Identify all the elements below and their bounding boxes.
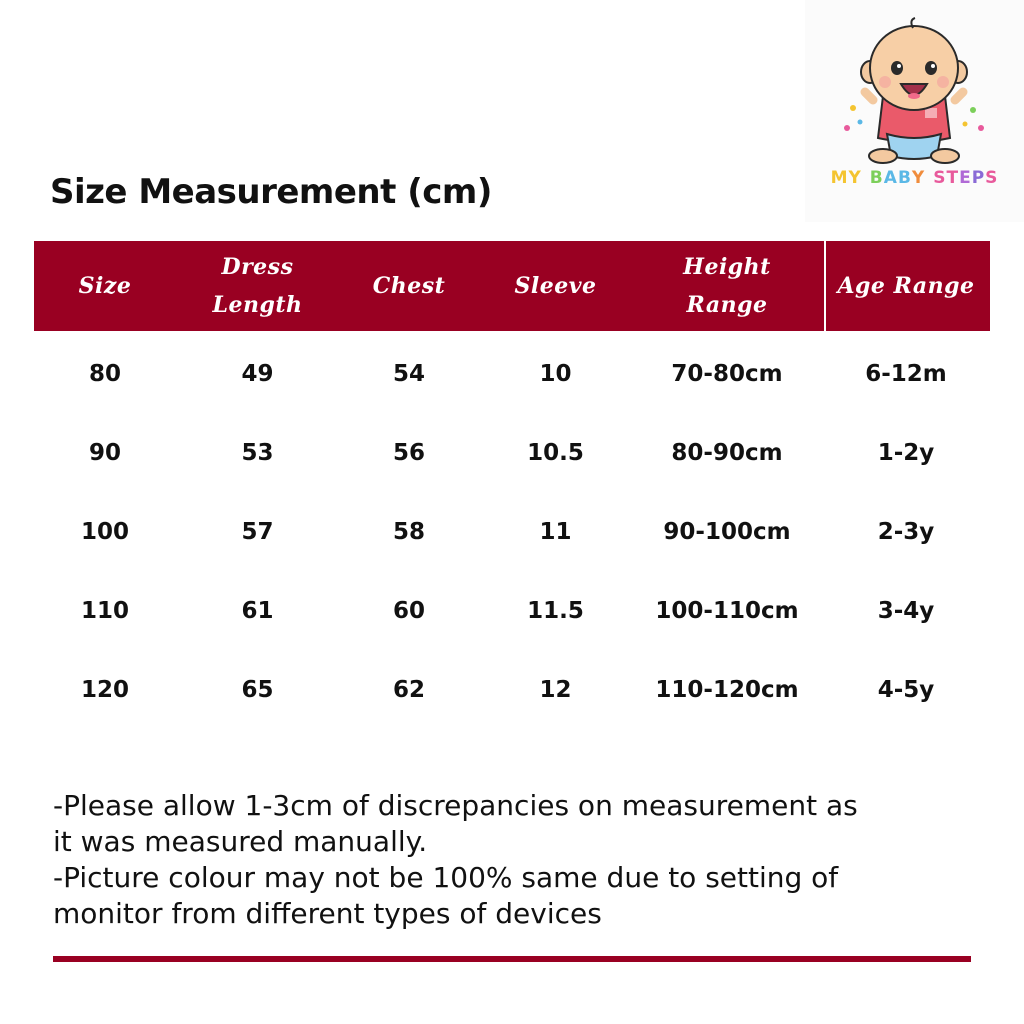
note-line: monitor from different types of devices — [53, 897, 602, 930]
table-cell: 3-4y — [877, 597, 935, 624]
bottom-divider — [53, 956, 971, 962]
table-cell: 65 — [241, 676, 274, 703]
brand-letter: Y — [848, 168, 862, 188]
header-divider — [824, 241, 826, 331]
table-row — [34, 413, 990, 492]
brand-letter: S — [985, 168, 999, 188]
column-header — [34, 241, 176, 331]
table-cell: 11 — [539, 518, 572, 545]
brand-letter: B — [869, 168, 884, 188]
table-cell: 120 — [80, 676, 129, 703]
table-body — [34, 331, 990, 729]
table-cell: 4-5y — [877, 676, 935, 703]
table-cell: 57 — [241, 518, 274, 545]
table-cell: 60 — [392, 597, 425, 624]
brand-letter: T — [946, 168, 960, 188]
brand-letter: P — [971, 168, 986, 188]
table-cell: 80 — [88, 360, 121, 387]
table-cell: 56 — [392, 439, 425, 466]
column-header-label: Dress — [221, 254, 294, 280]
table-cell: 110-120cm — [655, 676, 799, 703]
column-header-label: Sleeve — [514, 273, 597, 299]
table-cell: 12 — [539, 676, 572, 703]
brand-letter: Y — [911, 168, 926, 188]
table-cell: 62 — [392, 676, 425, 703]
page-title: Size Measurement (cm) — [50, 172, 492, 212]
size-table — [34, 241, 990, 729]
table-row — [34, 650, 990, 729]
table-cell: 11.5 — [527, 597, 584, 624]
table-row — [34, 492, 990, 571]
table-cell: 58 — [392, 518, 425, 545]
brand-name — [805, 168, 1024, 188]
column-header-label: Age Range — [837, 273, 975, 299]
table-cell: 10 — [539, 360, 572, 387]
table-cell: 100 — [80, 518, 129, 545]
table-cell: 90-100cm — [663, 518, 791, 545]
note-line: -Picture colour may not be 100% same due to setting of — [53, 861, 839, 894]
column-header-label: Range — [686, 292, 768, 318]
table-cell: 70-80cm — [671, 360, 783, 387]
table-cell: 90 — [88, 439, 121, 466]
table-cell: 10.5 — [527, 439, 584, 466]
notes — [53, 788, 953, 932]
column-header-label: Size — [78, 273, 132, 299]
table-cell: 110 — [80, 597, 129, 624]
brand-letter: A — [883, 168, 898, 188]
table-cell: 80-90cm — [671, 439, 783, 466]
table-row — [34, 334, 990, 413]
table-row — [34, 571, 990, 650]
brand-letter: S — [933, 168, 947, 188]
column-header — [176, 241, 339, 331]
table-cell: 61 — [241, 597, 274, 624]
table-cell: 6-12m — [865, 360, 947, 387]
table-cell: 2-3y — [877, 518, 935, 545]
note-line: -Please allow 1-3cm of discrepancies on measurement as — [53, 789, 858, 822]
column-header — [822, 241, 990, 331]
brand-letter: E — [959, 168, 972, 188]
column-header-label: Height — [683, 254, 771, 280]
note-line: it was measured manually. — [53, 825, 428, 858]
table-cell: 1-2y — [877, 439, 935, 466]
table-cell: 54 — [392, 360, 425, 387]
column-header-label: Chest — [372, 273, 446, 299]
brand-logo — [805, 0, 1024, 222]
column-header — [339, 241, 479, 331]
table-cell: 53 — [241, 439, 274, 466]
brand-letter: M — [830, 168, 849, 188]
table-cell: 49 — [241, 360, 274, 387]
column-header-label: Length — [212, 292, 303, 318]
brand-letter: B — [897, 168, 912, 188]
table-header — [34, 241, 990, 331]
column-header — [632, 241, 822, 331]
table-cell: 100-110cm — [655, 597, 799, 624]
column-header — [479, 241, 632, 331]
baby-icon — [805, 0, 1024, 170]
